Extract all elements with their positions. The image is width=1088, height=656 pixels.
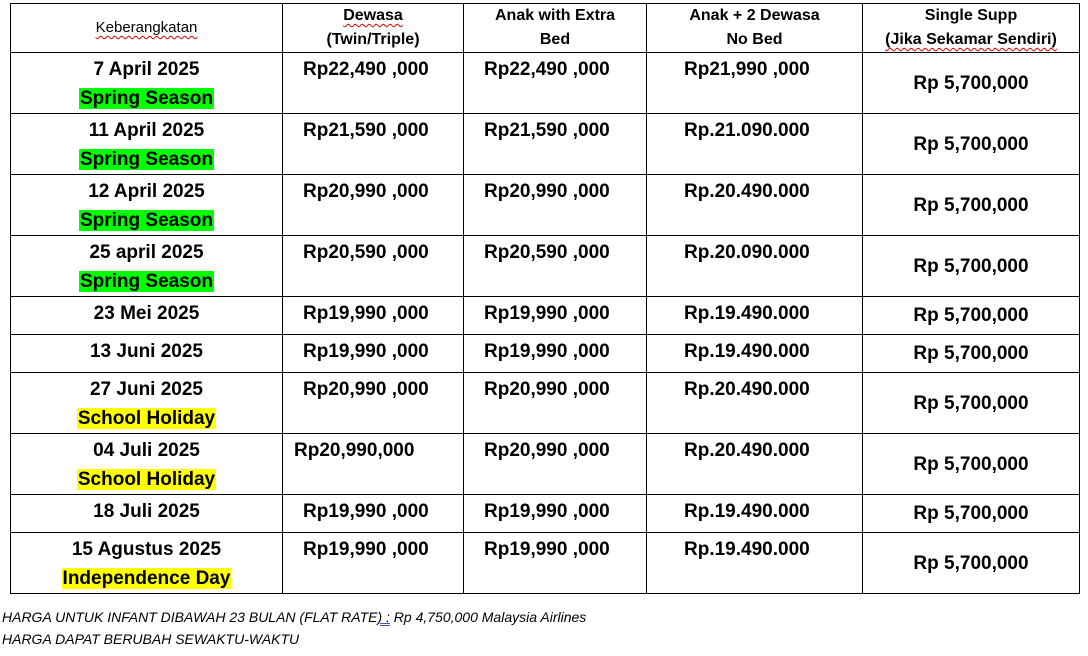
season-label: Spring Season <box>79 271 214 292</box>
child-no-bed-price-cell: Rp.19.490.000 <box>647 533 863 594</box>
infant-note-prefix: HARGA UNTUK INFANT DIBAWAH 23 BULAN (FLAT RATE <box>2 609 378 625</box>
child-extra-bed-price-cell: Rp21,590 ,000 <box>464 114 647 175</box>
infant-note <box>2 606 586 628</box>
adult-price-cell: Rp21,590 ,000 <box>283 114 464 175</box>
adult-price-cell: Rp19,990 ,000 <box>283 495 464 533</box>
departure-cell <box>11 434 283 495</box>
adult-price-cell: Rp20,590 ,000 <box>283 236 464 297</box>
departure-date: 12 April 2025 <box>88 181 205 202</box>
disclaimer-note: HARGA DAPAT BERUBAH SEWAKTU-WAKTU <box>2 631 300 647</box>
child-extra-bed-price-cell: Rp19,990 ,000 <box>464 495 647 533</box>
table-row <box>11 495 1080 533</box>
adult-price-cell: Rp19,990 ,000 <box>283 533 464 594</box>
departure-cell <box>11 175 283 236</box>
departure-date: 15 Agustus 2025 <box>71 539 222 560</box>
header-child-nobed <box>647 4 863 53</box>
child-extra-bed-price-cell: Rp20,990 ,000 <box>464 175 647 236</box>
departure-cell <box>11 53 283 114</box>
header-departure <box>11 4 283 53</box>
child-extra-bed-price-cell: Rp19,990 ,000 <box>464 533 647 594</box>
header-single-line1: Single Supp <box>924 7 1018 24</box>
header-adult-line2: (Twin/Triple) <box>326 31 420 48</box>
child-extra-bed-price-cell: Rp19,990 ,000 <box>464 297 647 335</box>
departure-cell <box>11 114 283 175</box>
single-supp-price-cell: Rp 5,700,000 <box>863 114 1080 175</box>
child-no-bed-price-cell: Rp21,990 ,000 <box>647 53 863 114</box>
table-row <box>11 373 1080 434</box>
season-label: School Holiday <box>77 469 216 490</box>
table-row <box>11 236 1080 297</box>
departure-date: 25 april 2025 <box>89 242 204 263</box>
adult-price-cell: Rp20,990,000 <box>283 434 464 495</box>
single-supp-price-cell: Rp 5,700,000 <box>863 434 1080 495</box>
adult-price-cell: Rp19,990 ,000 <box>283 335 464 373</box>
header-single-line2: (Jika Sekamar Sendiri) <box>885 31 1057 48</box>
header-child-extra-line1: Anak with Extra <box>494 7 616 24</box>
table-row <box>11 114 1080 175</box>
season-label: School Holiday <box>77 408 216 429</box>
table-header-row <box>11 4 1080 53</box>
departure-date: 04 Juli 2025 <box>93 440 200 461</box>
header-child-extra <box>464 4 647 53</box>
child-no-bed-price-cell: Rp.19.490.000 <box>647 335 863 373</box>
adult-price-cell: Rp20,990 ,000 <box>283 175 464 236</box>
child-no-bed-price-cell: Rp.19.490.000 <box>647 495 863 533</box>
single-supp-price-cell: Rp 5,700,000 <box>863 236 1080 297</box>
child-extra-bed-price-cell: Rp20,990 ,000 <box>464 373 647 434</box>
departure-date: 18 Juli 2025 <box>93 501 200 522</box>
season-tag <box>11 206 282 235</box>
season-label: Spring Season <box>79 88 214 109</box>
child-no-bed-price-cell: Rp.20.490.000 <box>647 373 863 434</box>
single-supp-price-cell: Rp 5,700,000 <box>863 297 1080 335</box>
child-no-bed-price-cell: Rp.20.490.000 <box>647 434 863 495</box>
departure-date: 23 Mei 2025 <box>93 303 200 324</box>
header-adult <box>283 4 464 53</box>
departure-cell <box>11 495 283 533</box>
departure-cell <box>11 297 283 335</box>
child-extra-bed-price-cell: Rp22,490 ,000 <box>464 53 647 114</box>
header-child-nobed-line1: Anak + 2 Dewasa <box>689 7 820 24</box>
price-table <box>10 3 1080 594</box>
child-extra-bed-price-cell: Rp19,990 ,000 <box>464 335 647 373</box>
header-child-extra-line2: Bed <box>539 31 571 48</box>
table-row <box>11 434 1080 495</box>
single-supp-price-cell: Rp 5,700,000 <box>863 495 1080 533</box>
header-child-nobed-line2: No Bed <box>726 31 783 48</box>
departure-date: 27 Juni 2025 <box>89 379 204 400</box>
header-departure-label: Keberangkatan <box>95 19 198 36</box>
header-single <box>863 4 1080 53</box>
child-no-bed-price-cell: Rp.20.090.000 <box>647 236 863 297</box>
table-row <box>11 297 1080 335</box>
single-supp-price-cell: Rp 5,700,000 <box>863 53 1080 114</box>
season-tag <box>11 465 282 494</box>
departure-date: 7 April 2025 <box>93 59 200 80</box>
season-tag <box>11 564 282 593</box>
header-adult-line1: Dewasa <box>343 7 403 24</box>
adult-price-cell: Rp20,990 ,000 <box>283 373 464 434</box>
season-tag <box>11 84 282 113</box>
table-row <box>11 53 1080 114</box>
infant-note-link: ) : <box>377 609 390 625</box>
season-tag <box>11 267 282 296</box>
table-row <box>11 175 1080 236</box>
departure-cell <box>11 373 283 434</box>
season-tag <box>11 404 282 433</box>
departure-cell <box>11 335 283 373</box>
child-extra-bed-price-cell: Rp20,590 ,000 <box>464 236 647 297</box>
departure-date: 11 April 2025 <box>88 120 205 141</box>
child-no-bed-price-cell: Rp.20.490.000 <box>647 175 863 236</box>
single-supp-price-cell: Rp 5,700,000 <box>863 373 1080 434</box>
single-supp-price-cell: Rp 5,700,000 <box>863 335 1080 373</box>
table-row <box>11 533 1080 594</box>
table-row <box>11 335 1080 373</box>
departure-cell <box>11 533 283 594</box>
child-no-bed-price-cell: Rp.19.490.000 <box>647 297 863 335</box>
single-supp-price-cell: Rp 5,700,000 <box>863 533 1080 594</box>
infant-note-suffix: Rp 4,750,000 Malaysia Airlines <box>389 609 587 625</box>
season-label: Spring Season <box>79 210 214 231</box>
notes <box>2 606 586 650</box>
season-label: Spring Season <box>79 149 214 170</box>
season-tag <box>11 145 282 174</box>
child-extra-bed-price-cell: Rp20,990 ,000 <box>464 434 647 495</box>
single-supp-price-cell: Rp 5,700,000 <box>863 175 1080 236</box>
season-label: Independence Day <box>62 568 231 589</box>
departure-cell <box>11 236 283 297</box>
child-no-bed-price-cell: Rp.21.090.000 <box>647 114 863 175</box>
departure-date: 13 Juni 2025 <box>89 341 204 362</box>
adult-price-cell: Rp19,990 ,000 <box>283 297 464 335</box>
adult-price-cell: Rp22,490 ,000 <box>283 53 464 114</box>
